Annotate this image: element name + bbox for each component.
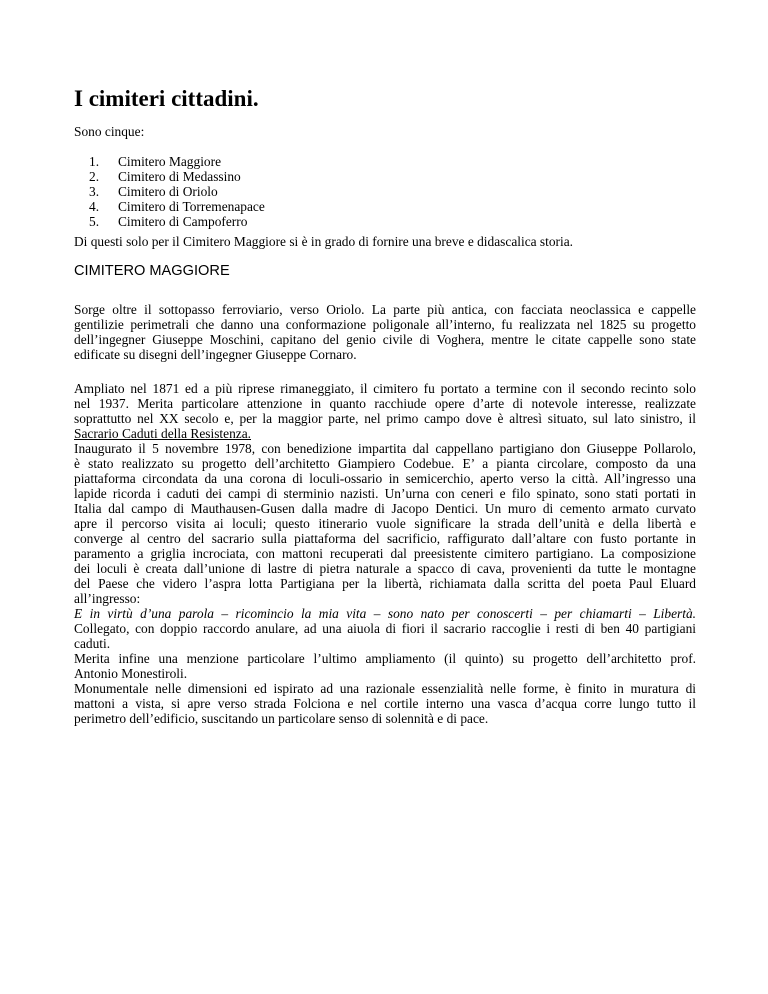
intro-text: Sono cinque: (74, 124, 145, 139)
paragraph-expansion (74, 381, 696, 726)
paragraph-line: paramento a griglia incrociata, con mattoni recuperati dal preesistente cimitero partigiano. La composizione (74, 546, 696, 561)
paragraph-line: lapide ricorda i caduti dei campi di sterminio nazisti. Un’urna con ceneri e filo spinato, sono stati portati in (74, 486, 696, 501)
paragraph-line: dell’ingegner Giuseppe Moschini, capitano del genio civile di Voghera, mentre le citate cappelle sono state (74, 332, 696, 347)
list-item-number: 4. (89, 199, 100, 214)
list-item (74, 214, 265, 229)
list-item-label: Cimitero di Campoferro (118, 214, 248, 229)
paragraph-line: Italia dal campo di Mauthausen-Gusen dalla madre di Jacopo Dentici. Un muro di cemento armato curvato (74, 501, 696, 516)
paragraph-line: converge al centro del sacrario sulla piattaforma del sacrificio, raffigurato dall’altare con fusto portante in (74, 531, 696, 546)
paragraph-line: Collegato, con doppio raccordo anulare, ad una aiuola di fiori il sacrario raccoglie i resti di ben 40 partigiani (74, 621, 696, 636)
paragraph-line: gentilizie perimetrali che danno una conformazione poligonale all’interno, fu realizzata nel 1825 su progetto (74, 317, 696, 332)
paragraph-line: Antonio Monestiroli. (74, 666, 188, 681)
section-heading: CIMITERO MAGGIORE (74, 263, 230, 279)
paragraph-line: caduti. (74, 636, 111, 651)
list-item-number: 1. (89, 154, 100, 169)
paragraph-line: apre il percorso visita ai loculi; questo itinerario vuole significare la strada dell’unità e della libertà e (74, 516, 696, 531)
paragraph-line: soprattutto nel XX secolo e, per la maggior parte, nel primo campo dove è altresì situato, sul lato sinistro, il (74, 411, 696, 426)
list-item-number: 2. (89, 169, 100, 184)
list-item-label: Cimitero Maggiore (118, 154, 222, 169)
list-item (74, 169, 265, 184)
paragraph-line: perimetro dell’edificio, suscitando un particolare senso di solennità e di pace. (74, 711, 489, 726)
paragraph-line: Monumentale nelle dimensioni ed ispirato ad una razionale essenzialità nelle forme, è finito in muratura di (74, 681, 696, 696)
list-item-label: Cimitero di Medassino (118, 169, 241, 184)
paragraph-line: nel 1937. Merita particolare attenzione in quanto racchiude opere d’arte di notevole interesse, realizzate (74, 396, 696, 411)
paragraph-line: Ampliato nel 1871 ed a più riprese rimaneggiato, il cimitero fu portato a termine con il secondo recinto solo (74, 381, 696, 396)
list-item-label: Cimitero di Torremenapace (118, 199, 265, 214)
paragraph-line: all’ingresso: (74, 591, 141, 606)
page-title: I cimiteri cittadini. (74, 86, 259, 111)
list-item (74, 199, 265, 214)
list-item-label: Cimitero di Oriolo (118, 184, 218, 199)
paragraph-line: piattaforma circondata da una corona di loculi-ossario in semicerchio, aperto verso la città. All’ingresso una (74, 471, 696, 486)
paragraph-line: Sorge oltre il sottopasso ferroviario, verso Oriolo. La parte più antica, con facciata neoclassica e cappelle (74, 302, 696, 317)
list-item (74, 154, 265, 169)
list-item-number: 3. (89, 184, 100, 199)
cemetery-list (74, 154, 265, 229)
list-item-number: 5. (89, 214, 100, 229)
after-list-text: Di questi solo per il Cimitero Maggiore si è in grado di fornire una breve e didascalica storia. (74, 234, 574, 249)
eluard-quote: E in virtù d’una parola – ricomincio la mia vita – sono nato per conoscerti – per chiamarti – Libertà. (74, 606, 696, 621)
list-item (74, 184, 265, 199)
paragraph-line: dei loculi è creata dall’unione di lastre di pietra naturale a spacco di cava, provenienti da tutte le montagne (74, 561, 696, 576)
paragraph-history (74, 302, 696, 362)
paragraph-line: Merita infine una menzione particolare l’ultimo ampliamento (il quinto) su progetto dell’architetto prof. (74, 651, 696, 666)
paragraph-line: Inaugurato il 5 novembre 1978, con benedizione impartita dal cappellano partigiano don Giuseppe Pollarolo, (74, 441, 696, 456)
paragraph-line: è stato realizzato su progetto dell’architetto Giampiero Codebue. E’ a pianta circolare, composto da una (74, 456, 696, 471)
sacrario-link-text: Sacrario Caduti della Resistenza. (74, 426, 251, 441)
paragraph-line: edificate su disegni dell’ingegner Giuseppe Cornaro. (74, 347, 357, 362)
paragraph-line: mattoni a vista, si apre verso strada Folciona e nel cortile interno una vasca d’acqua corre lungo tutto il (74, 696, 696, 711)
paragraph-line: del Paese che videro l’aspra lotta Partigiana per la libertà, richiamata dalla scritta del poeta Paul Eluard (74, 576, 696, 591)
